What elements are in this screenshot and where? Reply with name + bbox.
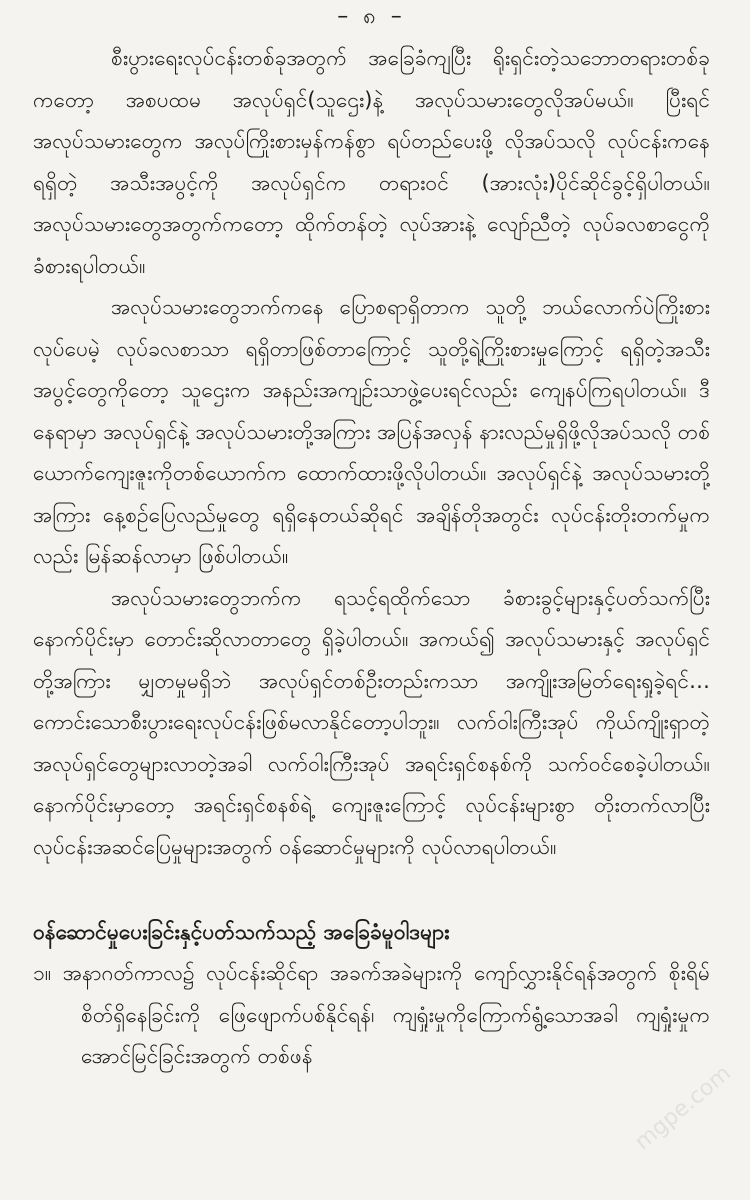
section-heading: ဝန်ဆောင်မှုပေးခြင်းနှင့်ပတ်သက်သည့် အခြေခံမူဝါဒများ: [33, 920, 450, 944]
list-item-1: ၁။ အနာဂတ်ကာလ၌ လုပ်ငန်းဆိုင်ရာ အခက်အခဲများကို ကျော်လွှားနိုင်ရန်အတွက် စိုးရိမ်စိတ်ရှိနေခြင်းကို ဖြေဖျောက်ပစ်နိုင်ရန်၊ ကျရှုံးမှုကိုကြောက်ရွံ့သောအခါ ကျရှုံးမှုက အောင်မြင်ခြင်းအတွက် တစ်ဖန်: [33, 961, 710, 1068]
body-paragraph-2: အလုပ်သမားတွေဘက်ကနေ ပြောစရာရှိတာက သူတို့ ဘယ်လောက်ပဲကြိုးစားလုပ်ပေမဲ့ လုပ်ခလစာသာ ရရှိတာဖြစ်တာကြောင့် သူတို့ရဲ့ကြိုးစားမှုကြောင့် ရရှိတဲ့အသီးအပွင့်တွေကိုတော့ သူဌေးက အနည်းအကျဉ်းသာဖွဲ့ပေးရင်လည်း ကျေနပ်ကြရပါတယ်။ ဒီနေရာမှာ အလုပ်ရှင်နဲ့ အလုပ်သမားတို့အကြား အပြန်အလှန် နားလည်မှုရှိဖို့လိုအပ်သလို တစ်ယောက်ကျေးဇူးကိုတစ်ယောက်က ထောက်ထားဖို့လိုပါတယ်။ အလုပ်ရှင်နဲ့ အလုပ်သမားတို့အကြား နေ့စဉ်ပြေလည်မှုတွေ ရရှိနေတယ်ဆိုရင် အချိန်တိုအတွင်း လုပ်ငန်းတိုးတက်မှုကလည်း မြန်ဆန်လာမှာ ဖြစ်ပါတယ်။: [33, 295, 711, 568]
watermark-text: mgpe.com: [630, 1060, 736, 1156]
body-paragraph-3: အလုပ်သမားတွေဘက်က ရသင့်ရထိုက်သော ခံစားခွင့်များနှင့်ပတ်သက်ပြီး နောက်ပိုင်းမှာ တောင်းဆိုလာတာတွေ ရှိခဲ့ပါတယ်။ အကယ်၍ အလုပ်သမားနှင့် အလုပ်ရှင်တို့အကြား မျှတမှုမရှိဘဲ အလုပ်ရှင်တစ်ဦးတည်းကသာ အကျိုးအမြတ်ရေးရှုခဲ့ရင်…ကောင်းသောစီးပွားရေးလုပ်ငန်းဖြစ်မလာနိုင်တော့ပါဘူး။ လက်ဝါးကြီးအုပ် ကိုယ်ကျိုးရှာတဲ့ အလုပ်ရှင်တွေများလာတဲ့အခါ လက်ဝါးကြီးအုပ် အရင်းရှင်စနစ်ကို သက်ဝင်စေခဲ့ပါတယ်။ နောက်ပိုင်းမှာတော့ အရင်းရှင်စနစ်ရဲ့ ကျေးဇူးကြောင့် လုပ်ငန်းများစွာ တိုးတက်လာပြီး လုပ်ငန်းအဆင်ပြေမှုများအတွက် ဝန်ဆောင်မှုများကို လုပ်လာရပါတယ်။: [33, 585, 710, 859]
body-paragraph-1: စီးပွားရေးလုပ်ငန်းတစ်ခုအတွက် အခြေခံကျပြီး ရိုးရှင်းတဲ့သဘောတရားတစ်ခုကတော့ အစပထမ အလုပ်ရှင်(သူဌေး)နဲ့ အလုပ်သမားတွေလိုအပ်မယ်။ ပြီးရင် အလုပ်သမားတွေက အလုပ်ကြိုးစားမှန်ကန်စွာ ရပ်တည်ပေးဖို့ လိုအပ်သလို လုပ်ငန်းကနေရရှိတဲ့ အသီးအပွင့်ကို အလုပ်ရှင်က တရားဝင် (အားလုံး)ပိုင်ဆိုင်ခွင့်ရှိပါတယ်။ အလုပ်သမားတွေအတွက်ကတော့ ထိုက်တန်တဲ့ လုပ်အားနဲ့ လျော်ညီတဲ့ လုပ်ခလစာငွေကို ခံစားရပါတယ်။: [33, 46, 710, 278]
page-number: – ၈ –: [337, 4, 406, 29]
